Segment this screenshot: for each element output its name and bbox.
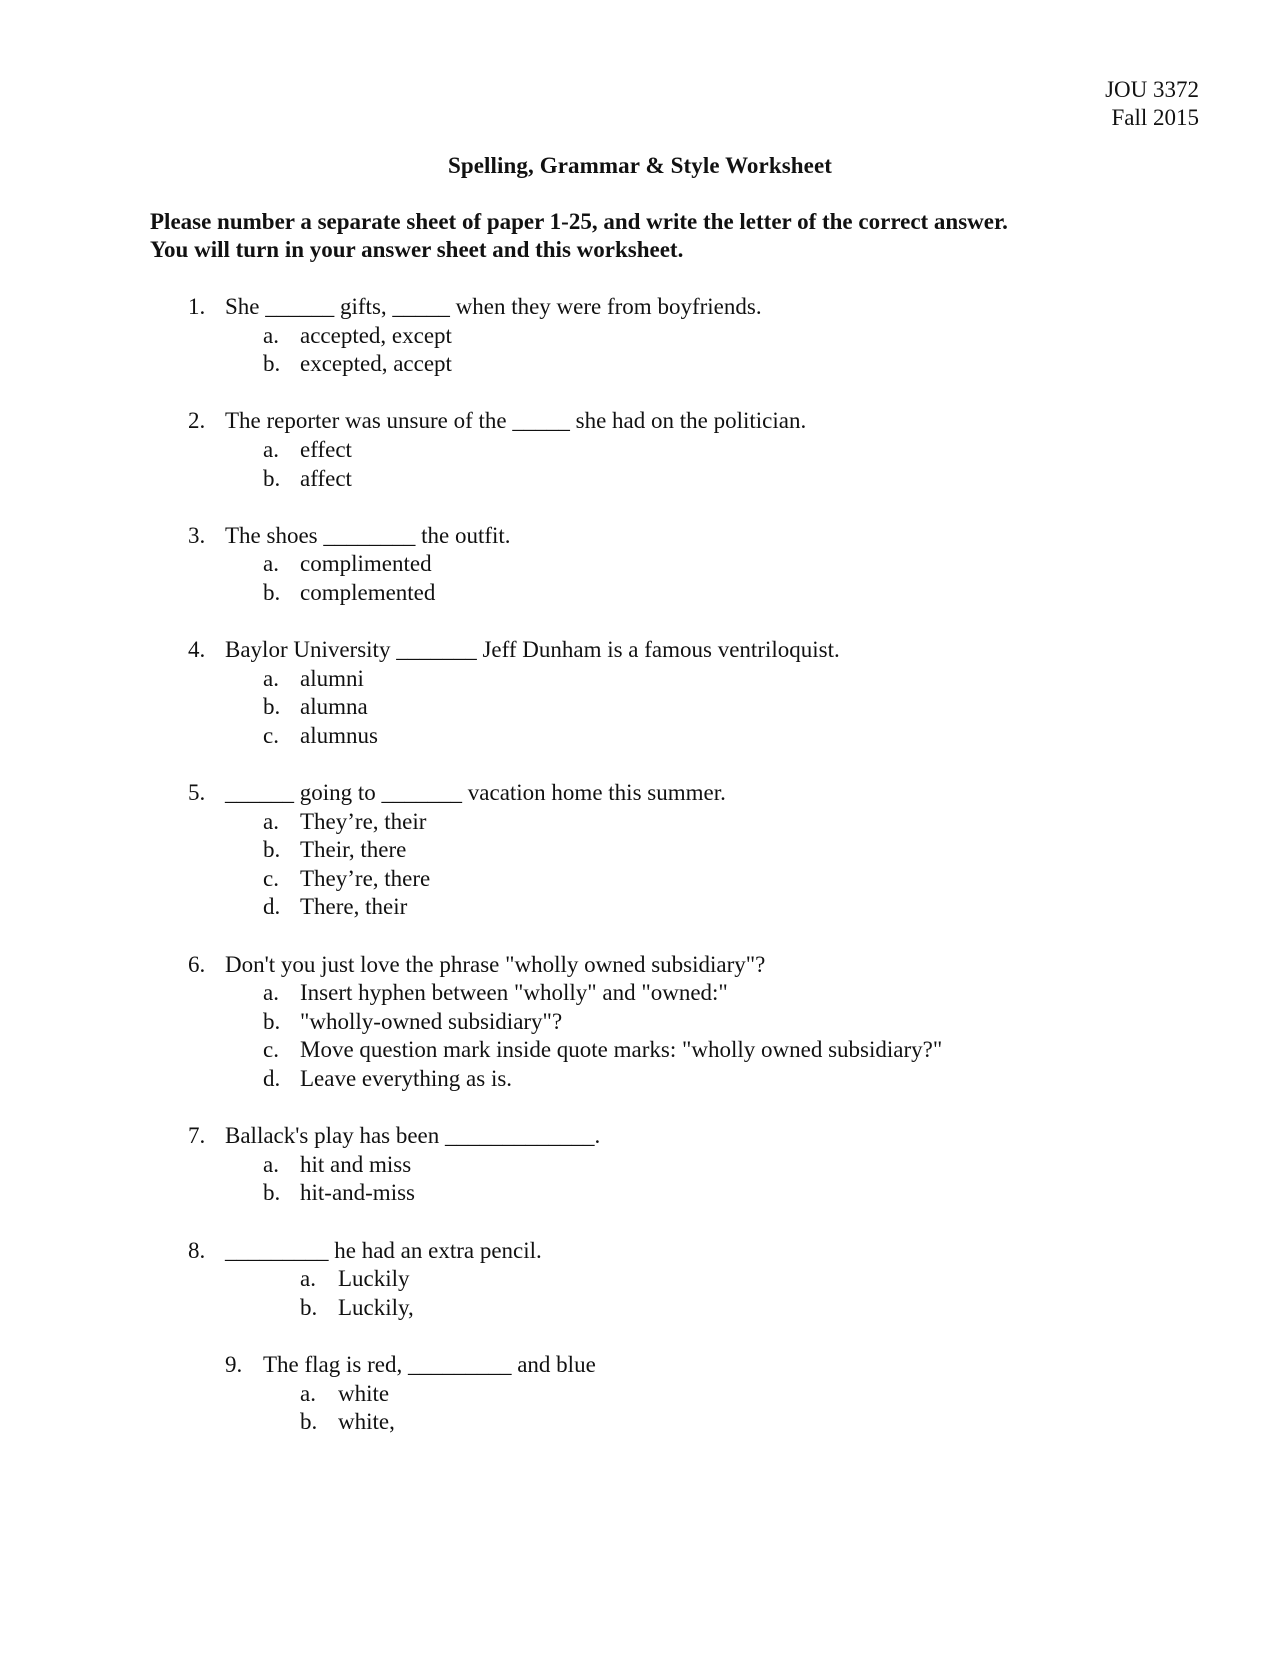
option-text: "wholly-owned subsidiary"? <box>300 1008 563 1034</box>
question-3 <box>0 522 1280 608</box>
option-letter: a. <box>300 1380 316 1406</box>
question-text: _________ he had an extra pencil. <box>225 1237 542 1263</box>
answer-option <box>0 1036 1280 1065</box>
option-letter: a. <box>263 980 279 1006</box>
answer-option <box>0 350 1280 379</box>
question-prompt <box>0 293 1280 322</box>
question-number: 9. <box>225 1351 243 1377</box>
option-text: They’re, there <box>300 865 431 891</box>
question-prompt <box>0 1351 1280 1380</box>
question-number: 6. <box>188 951 206 977</box>
question-prompt <box>0 636 1280 665</box>
answer-option <box>0 1380 1280 1409</box>
answer-option <box>0 1294 1280 1323</box>
option-text: complemented <box>300 579 436 605</box>
option-letter: b. <box>263 1008 281 1034</box>
answer-option <box>0 893 1280 922</box>
answer-option <box>0 1408 1280 1437</box>
option-text: alumnus <box>300 722 378 748</box>
option-letter: c. <box>263 722 279 748</box>
question-text: Baylor University _______ Jeff Dunham is a famous ventriloquist. <box>225 637 840 663</box>
option-letter: a. <box>263 551 279 577</box>
option-text: complimented <box>300 551 432 577</box>
answer-option <box>0 693 1280 722</box>
question-prompt <box>0 951 1280 980</box>
question-number: 1. <box>188 294 206 319</box>
option-letter: a. <box>263 1151 279 1177</box>
question-text: Ballack's play has been _____________. <box>225 1123 601 1149</box>
answer-option <box>0 979 1280 1008</box>
question-number: 8. <box>188 1237 206 1263</box>
question-number: 4. <box>188 637 206 663</box>
answer-option <box>0 465 1280 494</box>
option-text: white <box>338 1380 390 1406</box>
answer-option <box>0 1065 1280 1094</box>
question-number: 3. <box>188 522 206 548</box>
instructions <box>150 208 1210 264</box>
question-9 <box>0 1351 1280 1437</box>
option-letter: b. <box>263 351 281 377</box>
question-prompt <box>0 779 1280 808</box>
course-code: JOU 3372 <box>1105 77 1199 102</box>
question-7 <box>0 1122 1280 1208</box>
option-text: accepted, except <box>300 322 452 348</box>
option-letter: a. <box>263 665 279 691</box>
option-text: hit and miss <box>300 1151 412 1177</box>
option-letter: c. <box>263 865 279 891</box>
course-term: Fall 2015 <box>1111 105 1199 130</box>
question-prompt <box>0 1122 1280 1151</box>
option-text: Luckily <box>338 1266 410 1292</box>
answer-option <box>0 836 1280 865</box>
answer-option <box>0 550 1280 579</box>
question-prompt <box>0 1237 1280 1266</box>
question-text: The shoes ________ the outfit. <box>225 522 511 548</box>
answer-option <box>0 665 1280 694</box>
option-text: excepted, accept <box>300 351 452 377</box>
option-letter: b. <box>263 837 281 863</box>
option-text: alumna <box>300 694 368 720</box>
question-number: 5. <box>188 780 206 806</box>
question-5 <box>0 779 1280 922</box>
option-text: Move question mark inside quote marks: "wholly owned subsidiary?" <box>300 1037 943 1063</box>
question-number: 7. <box>188 1123 206 1149</box>
option-text: effect <box>300 436 352 462</box>
option-text: Insert hyphen between "wholly" and "owned:" <box>300 980 728 1006</box>
option-text: hit-and-miss <box>300 1180 415 1206</box>
answer-option <box>0 808 1280 837</box>
answer-option <box>0 1008 1280 1037</box>
answer-option <box>0 1151 1280 1180</box>
answer-option <box>0 1179 1280 1208</box>
question-6 <box>0 951 1280 1094</box>
answer-option <box>0 322 1280 351</box>
course-header <box>1105 76 1199 132</box>
answer-option <box>0 865 1280 894</box>
option-text: There, their <box>300 894 408 920</box>
question-1 <box>0 293 1280 379</box>
instruction-line: You will turn in your answer sheet and this worksheet. <box>150 237 684 262</box>
option-letter: a. <box>263 808 279 834</box>
option-letter: b. <box>300 1409 318 1435</box>
answer-option <box>0 436 1280 465</box>
option-letter: b. <box>263 694 281 720</box>
option-text: white, <box>338 1409 395 1435</box>
question-prompt <box>0 407 1280 436</box>
option-letter: b. <box>263 465 281 491</box>
answer-option <box>0 722 1280 751</box>
question-text: She ______ gifts, _____ when they were from boyfriends. <box>225 294 762 319</box>
option-text: Leave everything as is. <box>300 1066 513 1092</box>
option-text: Their, there <box>300 837 407 863</box>
worksheet-title: Spelling, Grammar & Style Worksheet <box>447 153 833 178</box>
option-letter: b. <box>300 1294 318 1320</box>
question-8 <box>0 1237 1280 1323</box>
question-4 <box>0 636 1280 750</box>
option-text: They’re, their <box>300 808 427 834</box>
option-letter: d. <box>263 1066 281 1092</box>
option-letter: b. <box>263 579 281 605</box>
option-letter: d. <box>263 894 281 920</box>
question-list <box>0 293 1280 1465</box>
question-text: Don't you just love the phrase "wholly owned subsidiary"? <box>225 951 766 977</box>
option-letter: b. <box>263 1180 281 1206</box>
option-letter: a. <box>263 322 279 348</box>
option-text: affect <box>300 465 352 491</box>
option-text: alumni <box>300 665 364 691</box>
question-text: ______ going to _______ vacation home this summer. <box>225 780 726 806</box>
option-letter: a. <box>300 1266 316 1292</box>
answer-option <box>0 579 1280 608</box>
question-text: The reporter was unsure of the _____ she had on the politician. <box>225 408 807 434</box>
instruction-line: Please number a separate sheet of paper 1-25, and write the letter of the correct answer. <box>150 209 1008 234</box>
question-2 <box>0 407 1280 493</box>
question-text: The flag is red, _________ and blue <box>263 1351 596 1377</box>
question-prompt <box>0 522 1280 551</box>
answer-option <box>0 1265 1280 1294</box>
question-number: 2. <box>188 408 206 434</box>
option-text: Luckily, <box>338 1294 414 1320</box>
option-letter: c. <box>263 1037 279 1063</box>
option-letter: a. <box>263 436 279 462</box>
